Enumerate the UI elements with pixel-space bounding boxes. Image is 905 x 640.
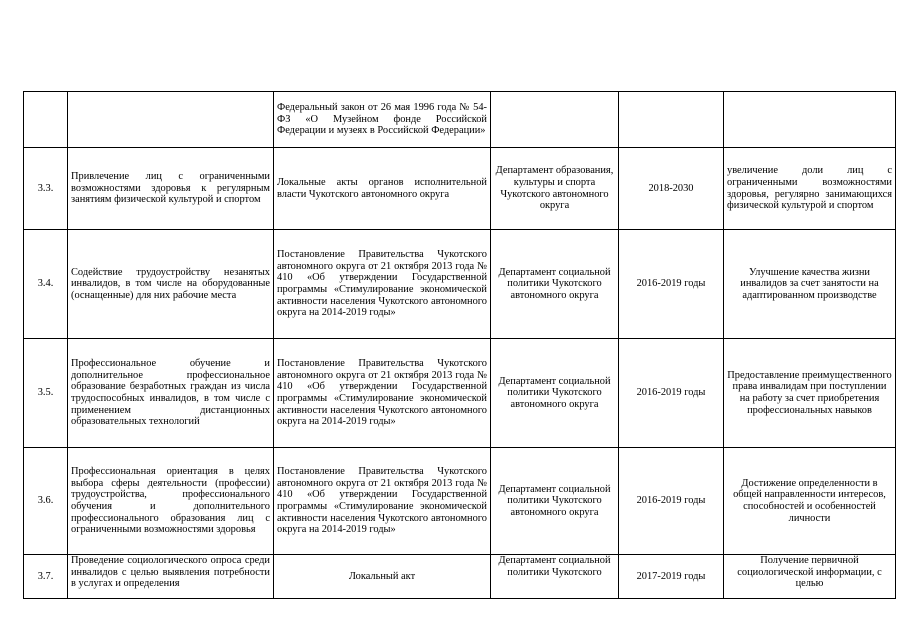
activity-cell <box>68 92 274 148</box>
executor-cell: Департамент социальной политики Чукотского автономного округа <box>491 339 619 448</box>
table-row <box>24 148 896 230</box>
period-cell: 2016-2019 годы <box>619 230 724 339</box>
table-row <box>24 339 896 448</box>
row-number: 3.3. <box>24 148 68 230</box>
row-number: 3.7. <box>24 555 68 599</box>
activity-cell: Проведение социологического опроса среди инвалидов с целью выявления потребности в услугах и определения <box>68 555 274 599</box>
legal-basis-cell: Постановление Правительства Чукотского автономного округа от 21 октября 2013 года № 410 «Об утверждении Государственной программы «Стимулирование экономической активности населения Чукотского автономного округа на 2014-2019 годы» <box>274 339 491 448</box>
activity-cell: Привлечение лиц с ограниченными возможностями здоровья к регулярным занятиям физической культурой и спортом <box>68 148 274 230</box>
legal-basis-cell: Локальный акт <box>274 555 491 599</box>
table-row <box>24 555 896 599</box>
legal-basis-cell: Постановление Правительства Чукотского автономного округа от 21 октября 2013 года № 410 «Об утверждении Государственной программы «Стимулирование экономической активности населения Чукотского автономного округа на 2014-2019 годы» <box>274 230 491 339</box>
executor-cell: Департамент социальной политики Чукотского автономного округа <box>491 448 619 555</box>
result-cell: увеличение доли лиц с ограниченными возможностями здоровья, регулярно занимающихся физической культурой и спортом <box>724 148 896 230</box>
activity-cell: Содействие трудоустройству незанятых инвалидов, в том числе на оборудованные (оснащенные) для них рабочие места <box>68 230 274 339</box>
result-cell: Улучшение качества жизни инвалидов за счет занятости на адаптированном производстве <box>724 230 896 339</box>
legal-basis-cell: Постановление Правительства Чукотского автономного округа от 21 октября 2013 года № 410 «Об утверждении Государственной программы «Стимулирование экономической активности населения Чукотского автономного округа на 2014-2019 годы» <box>274 448 491 555</box>
period-cell: 2018-2030 <box>619 148 724 230</box>
executor-cell: Департамент социальной политики Чукотского <box>491 555 619 599</box>
row-number: 3.6. <box>24 448 68 555</box>
row-number: 3.5. <box>24 339 68 448</box>
period-cell <box>619 92 724 148</box>
table-row <box>24 230 896 339</box>
activity-cell: Профессиональное обучение и дополнительное профессиональное образование безработных граждан из числа трудоспособных инвалидов, в том числе с применением дистанционных образовательных технологий <box>68 339 274 448</box>
executor-cell: Департамент образования, культуры и спорта Чукотского автономного округа <box>491 148 619 230</box>
result-cell: Получение первичной социологической информации, с целью <box>724 555 896 599</box>
executor-cell: Департамент социальной политики Чукотского автономного округа <box>491 230 619 339</box>
result-cell <box>724 92 896 148</box>
period-cell: 2016-2019 годы <box>619 448 724 555</box>
period-cell: 2016-2019 годы <box>619 339 724 448</box>
legal-basis-cell: Федеральный закон от 26 мая 1996 года № 54-ФЗ «О Музейном фонде Российской Федерации и музеях в Российской Федерации» <box>274 92 491 148</box>
period-cell: 2017-2019 годы <box>619 555 724 599</box>
executor-cell <box>491 92 619 148</box>
row-number <box>24 92 68 148</box>
measures-table <box>23 91 896 599</box>
activity-cell: Профессиональная ориентация в целях выбора сферы деятельности (профессии) трудоустройства, профессионального обучения и дополнительного профессионального образования лиц с ограниченными возможностями здоровья <box>68 448 274 555</box>
result-cell: Достижение определенности в общей направленности интересов, способностей и особенностей личности <box>724 448 896 555</box>
table-row <box>24 448 896 555</box>
result-cell: Предоставление преимущественного права инвалидам при поступлении на работу за счет приобретения профессиональных навыков <box>724 339 896 448</box>
table-row <box>24 92 896 148</box>
legal-basis-cell: Локальные акты органов исполнительной власти Чукотского автономного округа <box>274 148 491 230</box>
row-number: 3.4. <box>24 230 68 339</box>
